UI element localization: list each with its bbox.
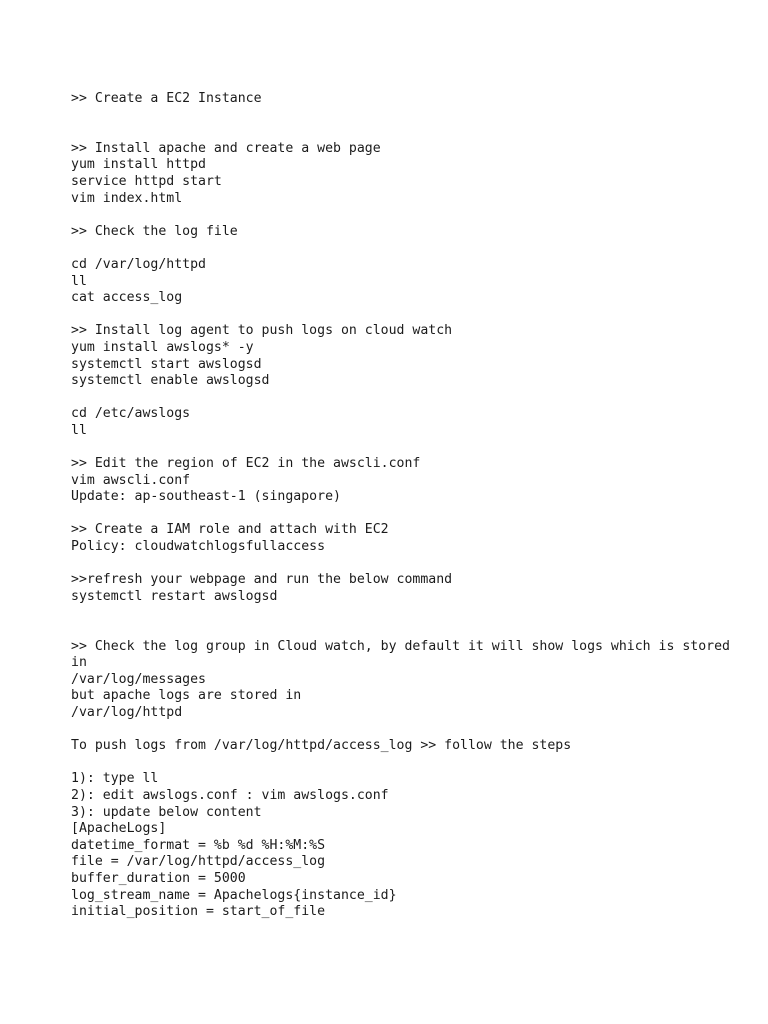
text-line: >> Check the log group in Cloud watch, by default it will show logs which is stored: [71, 638, 730, 654]
text-line: yum install httpd: [71, 157, 206, 173]
text-line: 3): update below content: [71, 804, 262, 820]
blank-line: [71, 207, 711, 224]
text-line: systemctl start awslogsd: [71, 356, 262, 372]
text-line: vim index.html: [71, 190, 183, 206]
blank-line: [71, 124, 711, 141]
text-line: buffer_duration = 5000: [71, 870, 246, 886]
text-line: >> Check the log file: [71, 223, 238, 239]
text-line: datetime_format = %b %d %H:%M:%S: [71, 837, 326, 853]
blank-line: [71, 439, 711, 456]
text-line: To push logs from /var/log/httpd/access_log >> follow the steps: [71, 738, 572, 754]
text-line: file = /var/log/httpd/access_log: [71, 854, 326, 870]
text-line: Policy: cloudwatchlogsfullaccess: [71, 539, 326, 555]
text-line: >> Create a EC2 Instance: [71, 91, 262, 106]
text-line: >>refresh your webpage and run the below command: [71, 572, 453, 588]
blank-line: [71, 108, 711, 125]
text-line: systemctl restart awslogsd: [71, 588, 278, 604]
text-line: cd /etc/awslogs: [71, 406, 191, 422]
text-line: 2): edit awslogs.conf : vim awslogs.conf: [71, 787, 389, 803]
blank-line: [71, 240, 711, 257]
text-line: cd /var/log/httpd: [71, 256, 206, 272]
blank-line: [71, 390, 711, 407]
blank-line: [71, 556, 711, 573]
text-line: >> Install apache and create a web page: [71, 140, 381, 156]
text-line: but apache logs are stored in: [71, 688, 302, 704]
text-line: log_stream_name = Apachelogs{instance_id}: [71, 887, 397, 903]
document-text: [71, 91, 730, 921]
text-line: >> Edit the region of EC2 in the awscli.conf: [71, 456, 421, 472]
text-line: cat access_log: [71, 290, 183, 306]
blank-line: [71, 722, 711, 739]
blank-line: [71, 622, 711, 639]
text-line: in: [71, 655, 87, 671]
text-line: service httpd start: [71, 173, 222, 189]
text-line: /var/log/httpd: [71, 704, 183, 720]
text-line: systemctl enable awslogsd: [71, 373, 270, 389]
blank-line: [71, 605, 711, 622]
blank-line: [71, 307, 711, 324]
text-line: /var/log/messages: [71, 671, 206, 687]
text-line: [ApacheLogs]: [71, 821, 167, 837]
text-line: >> Create a IAM role and attach with EC2: [71, 522, 389, 538]
text-line: yum install awslogs* -y: [71, 339, 254, 355]
text-line: >> Install log agent to push logs on cloud watch: [71, 323, 453, 339]
text-line: ll: [71, 273, 87, 289]
blank-line: [71, 755, 711, 772]
blank-line: [71, 506, 711, 523]
text-line: ll: [71, 422, 87, 438]
text-line: initial_position = start_of_file: [71, 904, 326, 920]
text-line: vim awscli.conf: [71, 472, 191, 488]
text-line: Update: ap-southeast-1 (singapore): [71, 489, 341, 505]
text-line: 1): type ll: [71, 771, 159, 787]
